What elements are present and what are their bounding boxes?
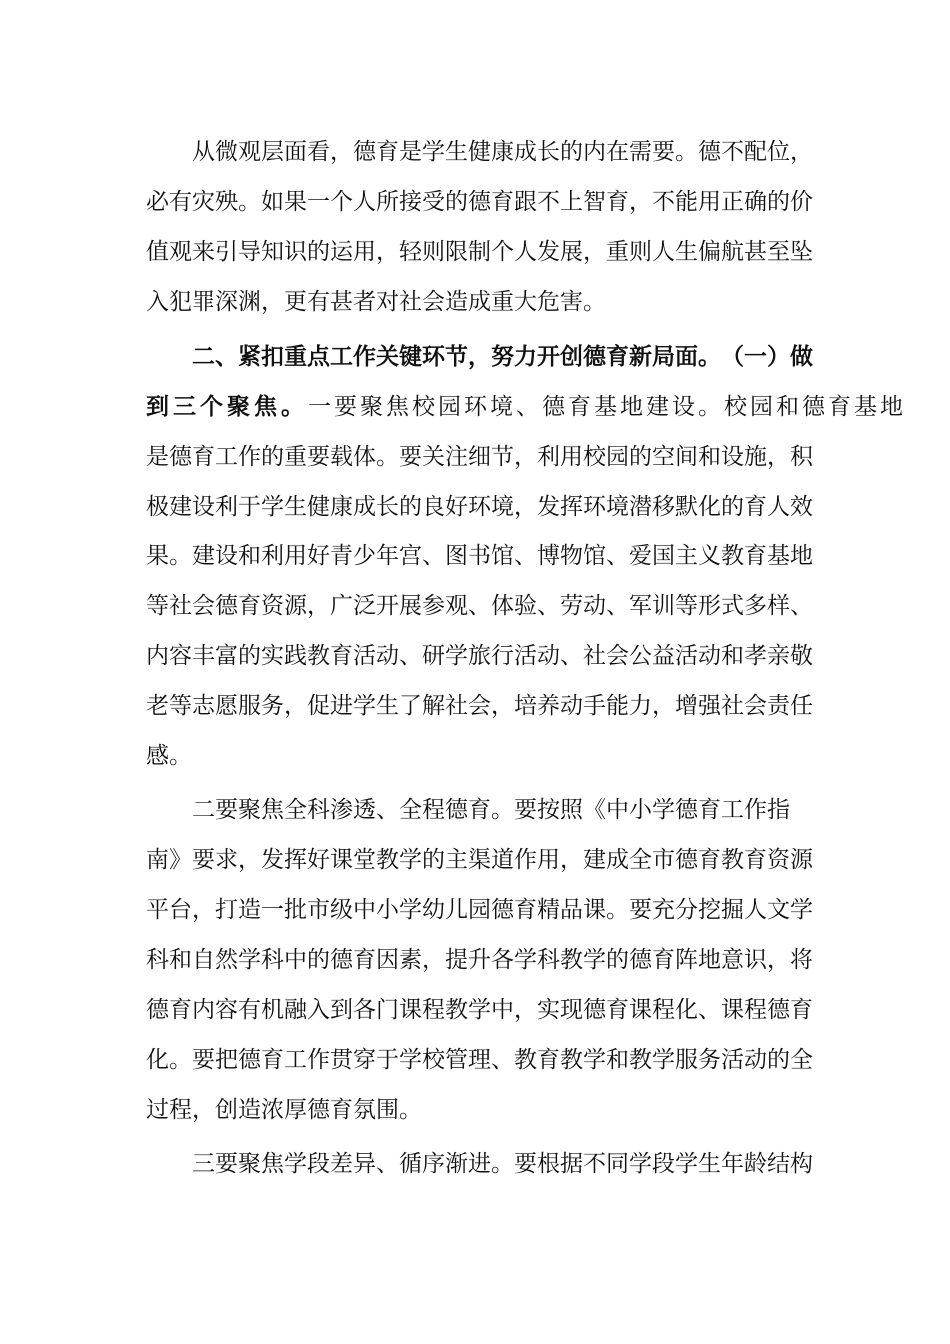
text-line: 感。 (146, 743, 192, 769)
paragraph-2-line-2 (0, 387, 950, 427)
text-line: 内容丰富的实践教育活动、研学旅行活动、社会公益活动和孝亲敬 (146, 643, 813, 669)
paragraph-3-line-4 (0, 940, 950, 980)
text-line: 极建设利于学生健康成长的良好环境，发挥环境潜移默化的育人效 (146, 494, 813, 520)
paragraph-3-line-1 (0, 790, 950, 830)
paragraph-1-line-3 (0, 232, 950, 272)
text-line: 等社会德育资源，广泛开展参观、体验、劳动、军训等形式多样、 (146, 593, 813, 619)
text-line: 科和自然学科中的德育因素，提升各学科教学的德育阵地意识，将 (146, 947, 813, 973)
paragraph-2-line-6 (0, 586, 950, 626)
paragraph-2-line-4 (0, 487, 950, 527)
text-line: 德育内容有机融入到各门课程教学中，实现德育课程化、课程德育 (146, 997, 813, 1023)
text-line: 三要聚焦学段差异、循序渐进。要根据不同学段学生年龄结构 (192, 1151, 813, 1177)
text-line: 值观来引导知识的运用，轻则限制个人发展，重则人生偏航甚至坠 (146, 239, 813, 265)
text-line: 从微观层面看，德育是学生健康成长的内在需要。德不配位， (192, 139, 813, 165)
section-heading-text: 二、紧扣重点工作关键环节，努力开创德育新局面。（一）做 (192, 343, 813, 370)
paragraph-2-line-9 (0, 736, 950, 776)
text-line: 过程，创造浓厚德育氛围。 (146, 1097, 422, 1123)
paragraph-2-line-7 (0, 636, 950, 676)
text-line: 化。要把德育工作贯穿于学校管理、教育教学和教学服务活动的全 (146, 1047, 813, 1073)
paragraph-2-line-1 (0, 337, 950, 377)
text-line: 二要聚焦全科渗透、全程德育。要按照《中小学德育工作指 (192, 797, 790, 823)
paragraph-1-line-2 (0, 182, 950, 222)
paragraph-3-line-2 (0, 840, 950, 880)
text-line: 必有灾殃。如果一个人所接受的德育跟不上智育，不能用正确的价 (146, 189, 813, 215)
text-line: 是德育工作的重要载体。要关注细节，利用校园的空间和设施，积 (146, 444, 813, 470)
text-line: 平台，打造一批市级中小学幼儿园德育精品课。要充分挖掘人文学 (146, 897, 813, 923)
text-line: 南》要求，发挥好课堂教学的主渠道作用，建成全市德育教育资源 (146, 847, 813, 873)
paragraph-2-line-8 (0, 686, 950, 726)
paragraph-4-line-1 (0, 1144, 950, 1184)
paragraph-3-line-5 (0, 990, 950, 1030)
text-line: 老等志愿服务，促进学生了解社会，培养动手能力，增强社会责任 (146, 693, 813, 719)
paragraph-2-line-5 (0, 536, 950, 576)
text-run: 一要聚焦校园环境、德育基地建设。校园和德育基地 (308, 394, 906, 420)
paragraph-3-line-7 (0, 1090, 950, 1130)
subsection-heading-text: 到三个聚焦。 (146, 393, 308, 420)
text-line (146, 387, 906, 427)
paragraph-3-line-3 (0, 890, 950, 930)
text-line: 果。建设和利用好青少年宫、图书馆、博物馆、爱国主义教育基地 (146, 543, 813, 569)
paragraph-3-line-6 (0, 1040, 950, 1080)
paragraph-2-line-3 (0, 437, 950, 477)
paragraph-1-line-4 (0, 282, 950, 322)
paragraph-1-line-1 (0, 132, 950, 172)
text-line: 入犯罪深渊，更有甚者对社会造成重大危害。 (146, 289, 606, 315)
